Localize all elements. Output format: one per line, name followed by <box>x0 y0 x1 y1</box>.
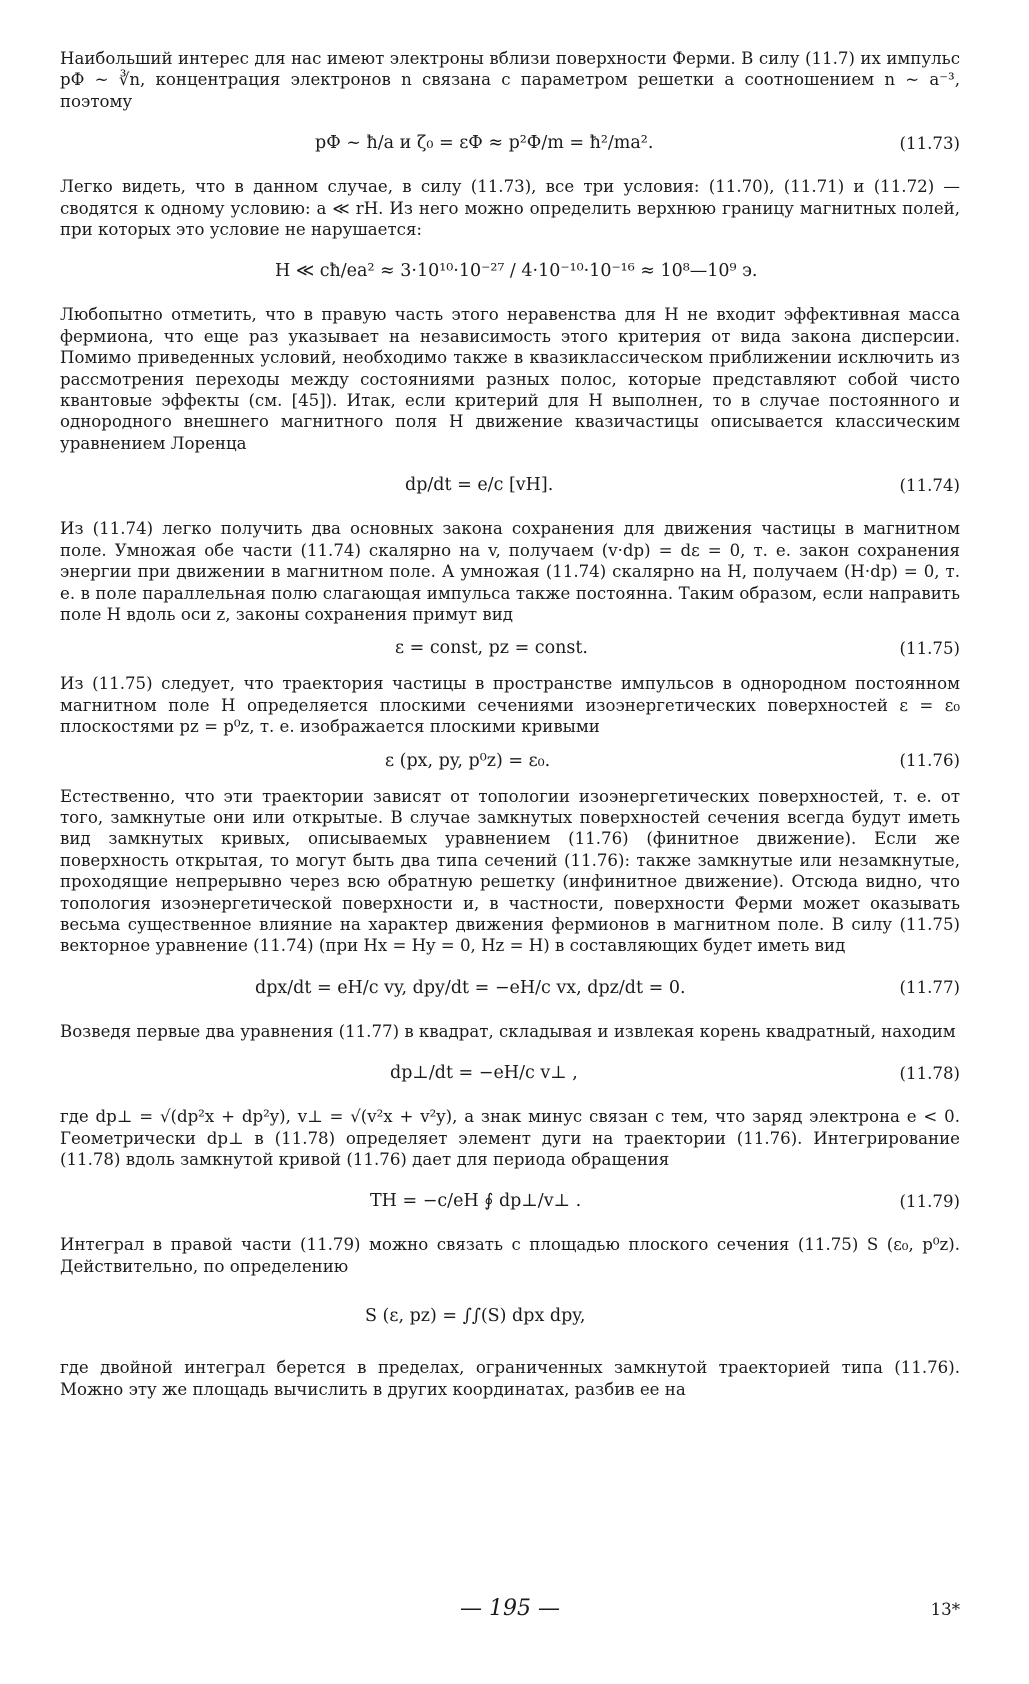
equation-11-73 <box>60 118 960 168</box>
equation-number: (11.79) <box>899 1191 960 1211</box>
equation-text: H ≪ cħ/ea² ≈ 3·10¹⁰·10⁻²⁷ / 4·10⁻¹⁰·10⁻¹⁶ ≈ 10⁸—10⁹ э. <box>275 261 758 282</box>
equation-number: (11.76) <box>899 751 960 771</box>
equation-11-78 <box>60 1048 960 1098</box>
equation-text: TH = −c/eH ∮ dp⊥/v⊥ . <box>370 1191 582 1212</box>
paragraph-3: Любопытно отметить, что в правую часть этого неравенства для H не входит эффективная масса фермиона, что еще раз указывает на независимость этого критерия от вида закона дисперсии. Помимо приведенных условий, необходимо также в квазиклассическом приближении исключить из рассмотрения переходы между состояниями разных полос, которые представляют собой чисто квантовые эффекты (см. [45]). Итак, если критерий для H выполнен, то в случае постоянного и однородного внешнего магнитного поля H движение квазичастицы описывается классическим уравнением Лоренца <box>60 305 960 453</box>
paragraph-1: Наибольший интерес для нас имеют электроны вблизи поверхности Ферми. В силу (11.7) их импульс pФ ~ ∛n, концентрация электронов n связана с параметром решетки a соотношением n ~ a⁻³, поэтому <box>60 49 960 111</box>
equation-number: (11.74) <box>899 475 960 495</box>
paragraph-10: где двойной интеграл берется в пределах, ограниченных замкнутой траекторией типа (11.76). Можно эту же площадь вычислить в других координатах, разбив ее на <box>60 1358 960 1399</box>
equation-text: pФ ~ ħ/a и ζ₀ = εФ ≈ p²Ф/m = ħ²/ma². <box>315 133 654 154</box>
paragraph-9: Интеграл в правой части (11.79) можно связать с площадью плоского сечения (11.75) S (ε₀, p⁰z). Действительно, по определению <box>60 1235 960 1276</box>
equation-11-75 <box>60 631 960 665</box>
page-footer <box>60 1596 960 1626</box>
equation-text: dpx/dt = eH/c vy, dpy/dt = −eH/c vx, dpz/dt = 0. <box>255 977 686 998</box>
equation-number: (11.75) <box>899 638 960 658</box>
equation-number: (11.77) <box>899 978 960 998</box>
equation-text: dp⊥/dt = −eH/c v⊥ , <box>390 1063 578 1084</box>
equation-number: (11.73) <box>899 133 960 153</box>
paragraph-7: Возведя первые два уравнения (11.77) в квадрат, складывая и извлекая корень квадратный, находим <box>60 1021 956 1041</box>
equation-area <box>60 1283 960 1349</box>
equation-text: S (ε, pz) = ∫∫(S) dpx dpy, <box>365 1306 586 1327</box>
signature-mark: 13* <box>930 1600 960 1619</box>
equation-inequality <box>60 246 960 296</box>
equation-11-76 <box>60 744 960 778</box>
equation-text: ε = const, pz = const. <box>395 638 588 659</box>
equation-11-74 <box>60 460 960 510</box>
paragraph-6: Естественно, что эти траектории зависят от топологии изоэнергетических поверхностей, т. е. от того, замкнутые они или открытые. В случае замкнутых поверхностей сечения всегда будут иметь вид замкнутых кривых, описываемых уравнением (11.76) (финитное движение). Если же поверхность открытая, то могут быть два типа сечений (11.76): также замкнутые или незамкнутые, проходящие непрерывно через всю обратную решетку (инфинитное движение). Отсюда видно, что топология изоэнергетической поверхности и, в частности, поверхности Ферми может оказывать весьма существенное влияние на характер движения фермионов в магнитном поле. В силу (11.75) векторное уравнение (11.74) (при Hx = Hy = 0, Hz = H) в составляющих будет иметь вид <box>60 786 960 956</box>
equation-text: ε (px, py, p⁰z) = ε₀. <box>385 750 551 771</box>
equation-text: dp/dt = e/c [vH]. <box>405 475 554 496</box>
equation-11-79 <box>60 1176 960 1226</box>
equation-11-77 <box>60 963 960 1013</box>
paragraph-2: Легко видеть, что в данном случае, в силу (11.73), все три условия: (11.70), (11.71) и (11.72) — сводятся к одному условию: a ≪ rH. Из него можно определить верхнюю границу магнитных полей, при которых это условие не нарушается: <box>60 177 960 240</box>
paragraph-4: Из (11.74) легко получить два основных закона сохранения для движения частицы в магнитном поле. Умножая обе части (11.74) скалярно на v, получаем (v·dp) = dε = 0, т. е. закон сохранения энергии при движении в магнитном поле. А умножая (11.74) скалярно на H, получаем (H·dp) = 0, т. е. в поле параллельная полю слагающая импульса также постоянна. Таким образом, если направить поле H вдоль оси z, законы сохранения примут вид <box>60 519 960 624</box>
equation-number: (11.78) <box>899 1063 960 1083</box>
paragraph-8: где dp⊥ = √(dp²x + dp²y), v⊥ = √(v²x + v²y), а знак минус связан с тем, что заряд электрона e < 0. Геометрически dp⊥ в (11.78) определяет элемент дуги на траектории (11.76). Интегрирование (11.78) вдоль замкнутой кривой (11.76) дает для периода обращения <box>60 1107 960 1169</box>
page-number: — 195 — <box>460 1596 560 1621</box>
paragraph-5: Из (11.75) следует, что траектория частицы в пространстве импульсов в однородном постоянном магнитном поле H определяется плоскими сечениями изоэнергетических поверхностей ε = ε₀ плоскостями pz = p⁰z, т. е. изображается плоскими кривыми <box>60 674 960 737</box>
page-body <box>60 48 960 1400</box>
